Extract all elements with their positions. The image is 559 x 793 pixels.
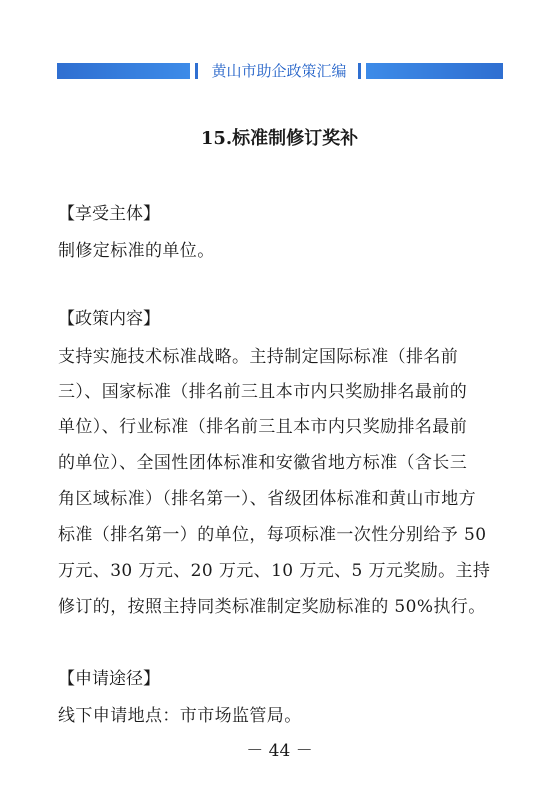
header-band-right [366, 63, 503, 79]
paragraph-line: 标准（排名第一）的单位，每项标准一次性分别给予 50 [58, 525, 487, 545]
paragraph-line: 的单位）、全国性团体标准和安徽省地方标准（含长三 [58, 453, 468, 473]
paragraph-line: 单位）、行业标准（排名前三且本市内只奖励排名最前 [58, 417, 468, 437]
paragraph-line: 支持实施技术标准战略。主持制定国际标准（排名前 [58, 347, 459, 367]
section-heading-eligible-subject: 【享受主体】 [58, 204, 160, 224]
page-number: － 44 － [246, 741, 313, 761]
paragraph-line: 三）、国家标准（排名前三且本市内只奖励排名最前的 [58, 382, 468, 402]
paragraph-line: 修订的，按照主持同类标准制定奖励标准的 50%执行。 [58, 597, 486, 617]
paragraph-line: 万元、30 万元、20 万元、10 万元、5 万元奖励。主持 [58, 561, 491, 581]
header-title: 黄山市助企政策汇编 [211, 62, 347, 80]
paragraph-line: 线下申请地点：市市场监管局。 [58, 706, 302, 726]
paragraph-line: 制修定标准的单位。 [58, 241, 215, 261]
header-band-divider-right [358, 63, 361, 79]
header-band-divider-left [195, 63, 198, 79]
document-title: 15.标准制修订奖补 [200, 128, 359, 149]
header-band-left [57, 63, 190, 79]
section-heading-application-channel: 【申请途径】 [58, 669, 160, 689]
header-band [57, 63, 503, 79]
paragraph-line: 角区域标准）（排名第一）、省级团体标准和黄山市地方 [58, 489, 476, 509]
section-heading-policy-content: 【政策内容】 [58, 309, 160, 329]
